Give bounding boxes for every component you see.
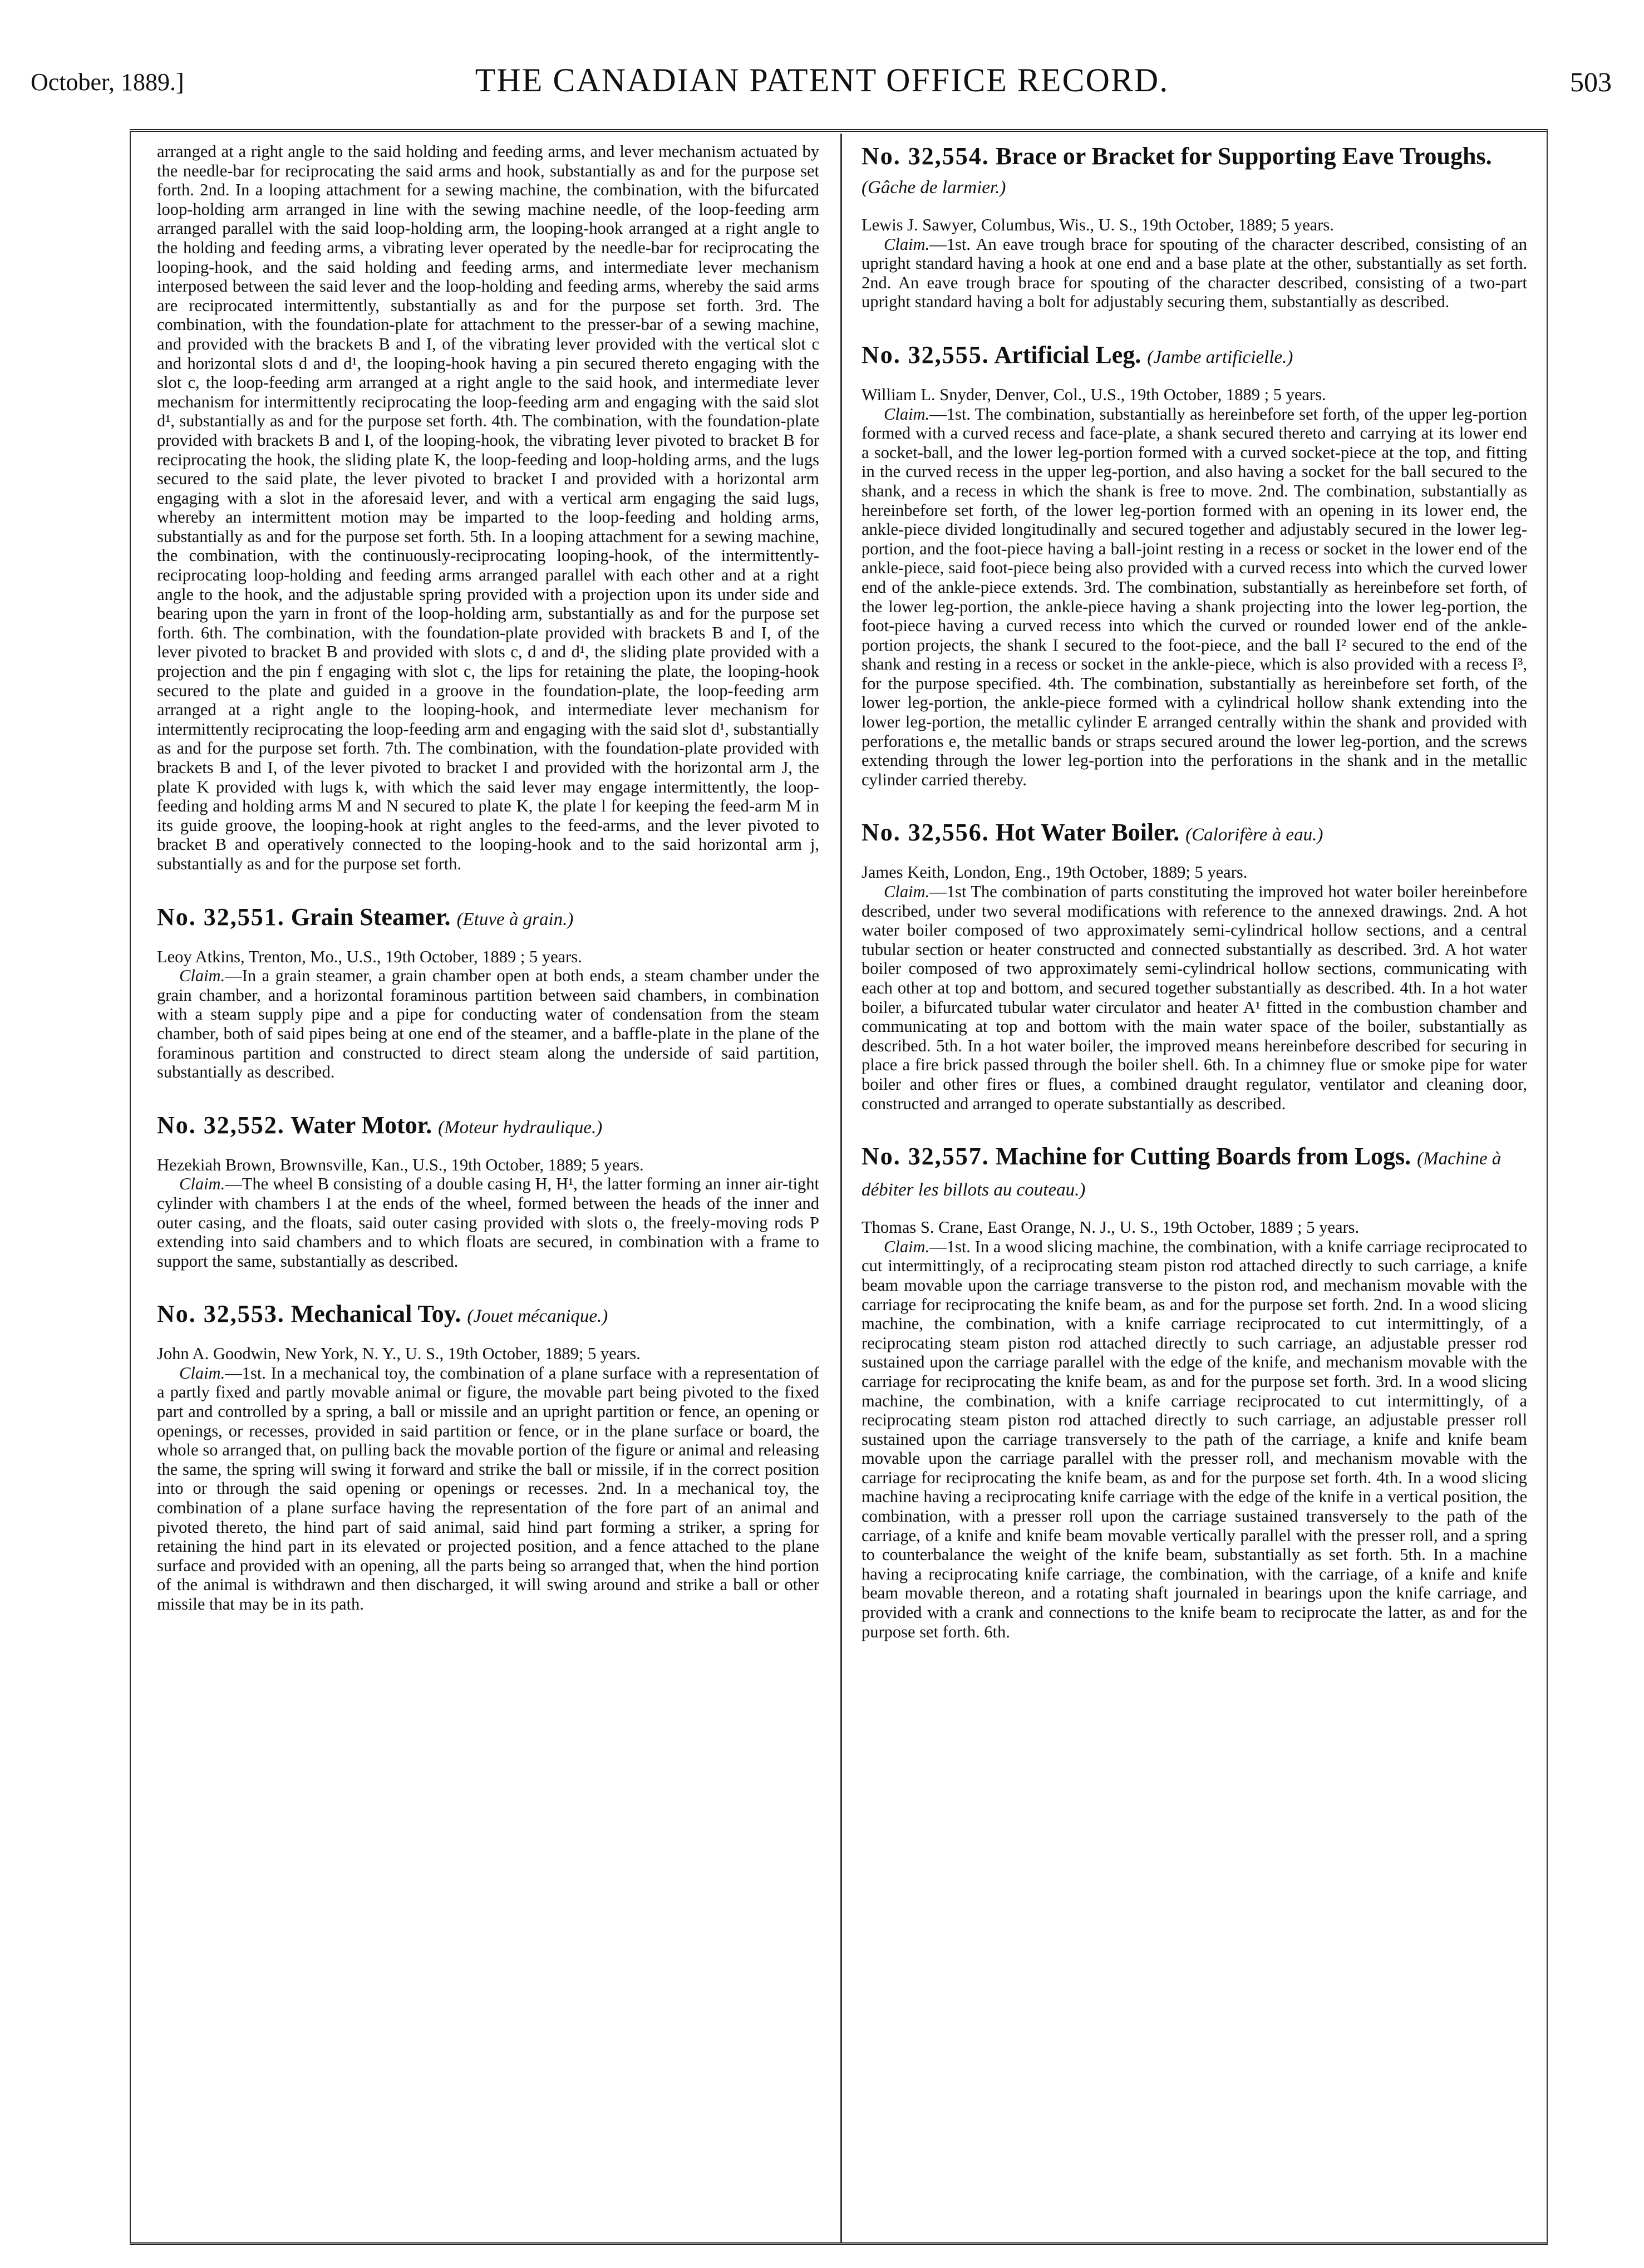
claim-label: Claim. — [179, 966, 225, 986]
patent-title: Machine for Cutting Boards from Logs. — [995, 1143, 1411, 1170]
claim-text: —1st. The combination, substantially as hereinbefore set forth, of the upper leg-portion formed with a curved recess and face-plate, a shank secured thereto and carrying at its lower end a socket-ball, and the lower leg-portion formed with a curved socket-piece at the top, and fitting in the curved recess in the upper leg-portion, and also having a socket for the ball secured to the shank, and a recess in which the shank is free to move. 2nd. The combination, substantially as hereinbefore set forth, of the lower leg-portion formed with an opening in its lower end, the ankle-piece divided longitudinally and secured together and adjustably secured in the lower leg-portion, and the foot-piece having a ball-joint resting in a recess or socket in the lower end of the ankle-piece, said foot-piece being also provided with a curved recess into which the curved lower end of the ankle-piece extends. 3rd. The combination, substantially as hereinbefore set forth, of the lower leg-portion, the ankle-piece having a shank projecting into the lower leg-portion, the foot-piece having a curved recess into which the curved or rounded lower end of the ankle-portion projects, the shank I secured to the foot-piece, and the ball I² secured to the end of the shank and resting in a recess or socket in the ankle-piece, which is also provided with a recess I³, for the purpose specified. 4th. The combination, substantially as hereinbefore set forth, of the lower leg-portion, the ankle-piece formed with a cylindrical hollow shank extending into the lower leg-portion, the metallic cylinder E arranged centrally within the shank and provided with perforations e, the metallic bands or straps secured around the lower leg-portion, and the screws extending through the lower leg-portion into the perforations in the shank and in the metallic cylinder carried thereby. — [862, 404, 1527, 789]
patent-heading — [157, 1300, 819, 1331]
patent-title: Brace or Bracket for Supporting Eave Troughs. — [995, 142, 1492, 170]
patent-claim — [157, 966, 819, 1082]
patent-entry — [157, 1300, 819, 1613]
patent-number: No. 32,551. — [157, 903, 285, 931]
running-head — [0, 0, 1644, 117]
patent-inventor: Lewis J. Sawyer, Columbus, Wis., U. S., 19th October, 1889; 5 years. — [862, 215, 1334, 234]
patent-number: No. 32,554. — [862, 142, 990, 170]
left-column — [157, 142, 819, 1614]
patent-title: Mechanical Toy. — [291, 1300, 461, 1328]
claim-text: —1st. In a mechanical toy, the combination of a plane surface with a representation of a partly fixed and partly movable animal or figure, the movable part being pivoted to the fixed part and controlled by a spring, a ball or missile and an upright partition or fence, an opening or openings, or recesses, provided in said partition or fence, or in the plane surface or board, the whole so arranged that, on pulling back the movable portion of the figure or animal and releasing the same, the spring will swing it forward and strike the ball or missile, if in the correct position into or through the said opening or openings or recesses. 2nd. In a mechanical toy, the combination of a plane surface having the representation of the fore part of an animal and pivoted thereto, the hind part of said animal, said hind part forming a striker, a spring for retaining the hind part in its elevated or projected position, and a fence attached to the plane surface and provided with an opening, all the parts being so arranged that, when the hind portion of the animal is withdrawn and then discharged, it will swing around and strike a ball or other missile that may be in its path. — [157, 1363, 819, 1613]
patent-title-french: (Moteur hydraulique.) — [438, 1117, 603, 1138]
patent-number: No. 32,557. — [862, 1143, 990, 1170]
patent-claim — [157, 1174, 819, 1271]
patent-inventor: Leoy Atkins, Trenton, Mo., U.S., 19th October, 1889 ; 5 years. — [157, 947, 582, 966]
right-column — [862, 142, 1527, 1641]
claim-label: Claim. — [884, 882, 930, 902]
patent-inventor: John A. Goodwin, New York, N. Y., U. S., 19th October, 1889; 5 years. — [157, 1344, 641, 1364]
continued-claim-text: arranged at a right angle to the said holding and feeding arms, and lever mechanism actuated by the needle-bar for reciprocating the said arms and hook, substantially as and for the purpose set forth. 2nd. In a looping attachment for a sewing machine, the combination, with the bifurcated loop-holding arm arranged in line with the sewing machine needle, of the loop-feeding arm arranged parallel with the said loop-holding arm, the looping-hook arranged at a right angle to the holding and feeding arms, a vibrating lever operated by the needle-bar for reciprocating the looping-hook, and the said holding and feeding arms, and intermediate lever mechanism interposed between the said lever and the loop-holding and feeding arms, whereby the said arms are reciprocated intermittently, substantially as and for the purpose set forth. 3rd. The combination, with the foundation-plate for attachment to the presser-bar of a sewing machine, and provided with the brackets B and I, of the vibrating lever provided with the vertical slot c and horizontal slots d and d¹, the looping-hook having a pin secured thereto engaging with the slot c, the loop-feeding arm arranged at a right angle to the said hook, and intermediate lever mechanism for intermittently reciprocating the loop-feeding arm and engaging with the said slot d¹, substantially as and for the purpose set forth. 4th. The combination, with the foundation-plate provided with brackets B and I, of the looping-hook, the vibrating lever pivoted to bracket B for reciprocating the hook, the sliding plate K, the loop-feeding and loop-holding arms, and the lugs secured to the said plate, the lever pivoted to bracket I and provided with a horizontal arm engaging with a slot in the aforesaid lever, and with a vertical arm engaging the said lugs, whereby an intermittent motion may be imparted to the loop-feeding and holding arms, substantially as and for the purpose set forth. 5th. In a looping attachment for a sewing machine, the combination, with the continuously-reciprocating looping-hook, of the intermittently-reciprocating loop-holding and feeding arms arranged parallel with each other and at a right angle to the hook, and the adjustable spring provided with a projection upon its under side and bearing upon the yarn in front of the loop-holding arm, substantially as and for the purpose set forth. 6th. The combination, with the foundation-plate provided with brackets B and I, of the lever pivoted to bracket B and provided with slots c, d and d¹, the sliding plate provided with a projection and the pin f engaging with slot c, the lips for retaining the plate, the looping-hook secured to the plate and guided in a groove in the foundation-plate, the loop-feeding arm arranged at a right angle to the looping-hook, and intermediate lever mechanism for intermittently reciprocating the loop-feeding arm and engaging with the said slot d¹, substantially as and for the purpose set forth. 7th. The combination, with the foundation-plate provided with brackets B and I, of the lever pivoted to bracket I and provided with the horizontal arm J, the plate K provided with lugs k, with which the said lever may engage intermittently, the loop-feeding and holding arms M and N secured to plate K, the plate l for keeping the feed-arm M in its guide groove, the looping-hook at right angles to the feed-arms, and the lever pivoted to bracket B and operatively connected to the looping-hook and to the said horizontal arm j, substantially as and for the purpose set forth. — [157, 142, 819, 873]
patent-number: No. 32,552. — [157, 1111, 285, 1139]
patent-entry — [862, 142, 1527, 312]
claim-text: —1st. An eave trough brace for spouting of the character described, consisting of an upright standard having a hook at one end and a base plate at the other, substantially as set forth. 2nd. An eave trough brace for spouting of the character described, consisting of a two-part upright standard having a bolt for adjustably securing them, substantially as described. — [862, 234, 1527, 312]
patent-inventor: James Keith, London, Eng., 19th October, 1889; 5 years. — [862, 863, 1248, 882]
claim-label: Claim. — [884, 1237, 930, 1256]
claim-text: —The wheel B consisting of a double casing H, H¹, the latter forming an inner air-tight cylinder with chambers I at the ends of the wheel, formed between the heads of the inner and outer casing, and the floats, said outer casing provided with slots o, the freely-moving rods P extending into said chambers and to which floats are secured, in combination with a frame to support the same, substantially as described. — [157, 1174, 819, 1271]
patent-entry — [862, 341, 1527, 789]
patent-number: No. 32,553. — [157, 1300, 285, 1328]
patent-number: No. 32,556. — [862, 819, 990, 847]
claim-label: Claim. — [884, 234, 930, 254]
patent-title: Artificial Leg. — [994, 341, 1141, 368]
issue-date: October, 1889.] — [31, 68, 184, 96]
patent-heading — [862, 1142, 1527, 1204]
page-number: 503 — [1570, 66, 1612, 97]
patent-title: Water Motor. — [291, 1111, 432, 1139]
patent-title: Hot Water Boiler. — [995, 819, 1180, 847]
claim-text: —1st. In a wood slicing machine, the combination, with a knife carriage reciprocated to cut intermittingly, of a reciprocating steam piston rod attached directly to such carriage, a knife beam movable upon the carriage transverse to the piston rod, and mechanism movable with the carriage for reciprocating the knife beam, as and for the purpose set forth. 2nd. In a wood slicing machine, the combination, with a knife carriage reciprocated to cut intermittingly, of a reciprocating steam piston rod attached directly to such carriage, an adjustable presser rod sustained upon the carriage parallel with the edge of the knife, and mechanism movable with the carriage for reciprocating the knife beam, as and for the purpose set forth. 3rd. In a wood slicing machine, the combination, with a knife carriage reciprocated to cut intermittingly, of a reciprocating steam piston rod attached directly to such carriage, an adjustable presser roll sustained upon the carriage transversely to the path of the carriage, a knife and knife beam movable upon the carriage parallel with the presser roll, and mechanism movable with the carriage for reciprocating the knife beam, as and for the purpose set forth. 4th. In a wood slicing machine having a reciprocating knife carriage with the edge of the knife in a vertical position, the combination, with a presser roll upon the carriage sustained transversely to the path of the carriage, of a knife and knife beam movable vertically parallel with the presser roll, and a spring to counterbalance the weight of the knife beam, substantially as set forth. 5th. In a machine having a reciprocating knife carriage, the combination, with the carriage, of a knife and knife beam movable thereon, and a rotating shaft journaled in bearings upon the knife carriage, and provided with a crank and connections to the knife beam to reciprocate the latter, as and for the purpose set forth. 6th. — [862, 1237, 1527, 1641]
patent-heading — [862, 142, 1527, 202]
patent-inventor: Hezekiah Brown, Brownsville, Kan., U.S., 19th October, 1889; 5 years. — [157, 1155, 644, 1174]
patent-title: Grain Steamer. — [291, 903, 451, 931]
claim-label: Claim. — [179, 1174, 225, 1194]
patent-heading — [862, 818, 1527, 849]
claim-text: —In a grain steamer, a grain chamber open at both ends, a steam chamber under the grain chamber, and a horizontal foraminous partition between said chambers, in combination with a steam supply pipe and a pipe for conducting water of condensation from the steam chamber, both of said pipes being at one end of the steamer, and a baffle-plate in the plane of the foraminous partition and constructed to direct steam along the underside of said partition, substantially as described. — [157, 966, 819, 1082]
patent-entry — [862, 818, 1527, 1113]
patent-claim — [862, 1237, 1527, 1641]
claim-text: —1st The combination of parts constituting the improved hot water boiler hereinbefore described, under two several modifications with reference to the annexed drawings. 2nd. A hot water boiler composed of two approximately semi-cylindrical hollow sections, and a central tubular section or heater constructed and connected substantially as described. 3rd. A hot water boiler composed of two approximately semi-cylindrical hollow sections, communicating with each other at top and bottom, and secured together substantially as described. 4th. In a hot water boiler, a bifurcated tubular water circulator and heater A¹ fitted in the combustion chamber and communicating at top and bottom with the main water space of the boiler, substantially as described. 5th. In a hot water boiler, the improved means hereinbefore described for securing in place a fire brick passed through the boiler shell. 6th. In a chimney flue or smoke pipe for water boiler and other fires or flues, a combined draught regulator, ventilator and cleaning door, constructed and arranged to operate substantially as described. — [862, 882, 1527, 1113]
patent-entry — [157, 903, 819, 1082]
patent-title-french: (Etuve à grain.) — [456, 909, 574, 929]
publication-title: THE CANADIAN PATENT OFFICE RECORD. — [475, 62, 1169, 99]
patent-inventor: Thomas S. Crane, East Orange, N. J., U. S., 19th October, 1889 ; 5 years. — [862, 1218, 1360, 1237]
column-divider — [840, 134, 842, 2243]
patent-claim — [862, 405, 1527, 790]
patent-title-french: (Machine à débiter les billots au couteau.) — [862, 1149, 1502, 1201]
patent-claim — [157, 1364, 819, 1614]
claim-label: Claim. — [179, 1363, 225, 1383]
patent-entry — [157, 1111, 819, 1271]
patent-heading — [157, 903, 819, 934]
patent-heading — [157, 1111, 819, 1142]
patent-number: No. 32,555. — [862, 341, 990, 368]
patent-entry — [862, 1142, 1527, 1641]
patent-title-french: (Jouet mécanique.) — [467, 1306, 608, 1327]
claim-label: Claim. — [884, 404, 930, 424]
patent-claim — [862, 235, 1527, 312]
patent-inventor: William L. Snyder, Denver, Col., U.S., 19th October, 1889 ; 5 years. — [862, 385, 1326, 404]
patent-title-french: (Jambe artificielle.) — [1147, 347, 1293, 367]
patent-title-french: (Gâche de larmier.) — [862, 178, 1006, 198]
patent-claim — [862, 882, 1527, 1113]
patent-title-french: (Calorifère à eau.) — [1185, 825, 1323, 845]
patent-heading — [862, 341, 1527, 372]
